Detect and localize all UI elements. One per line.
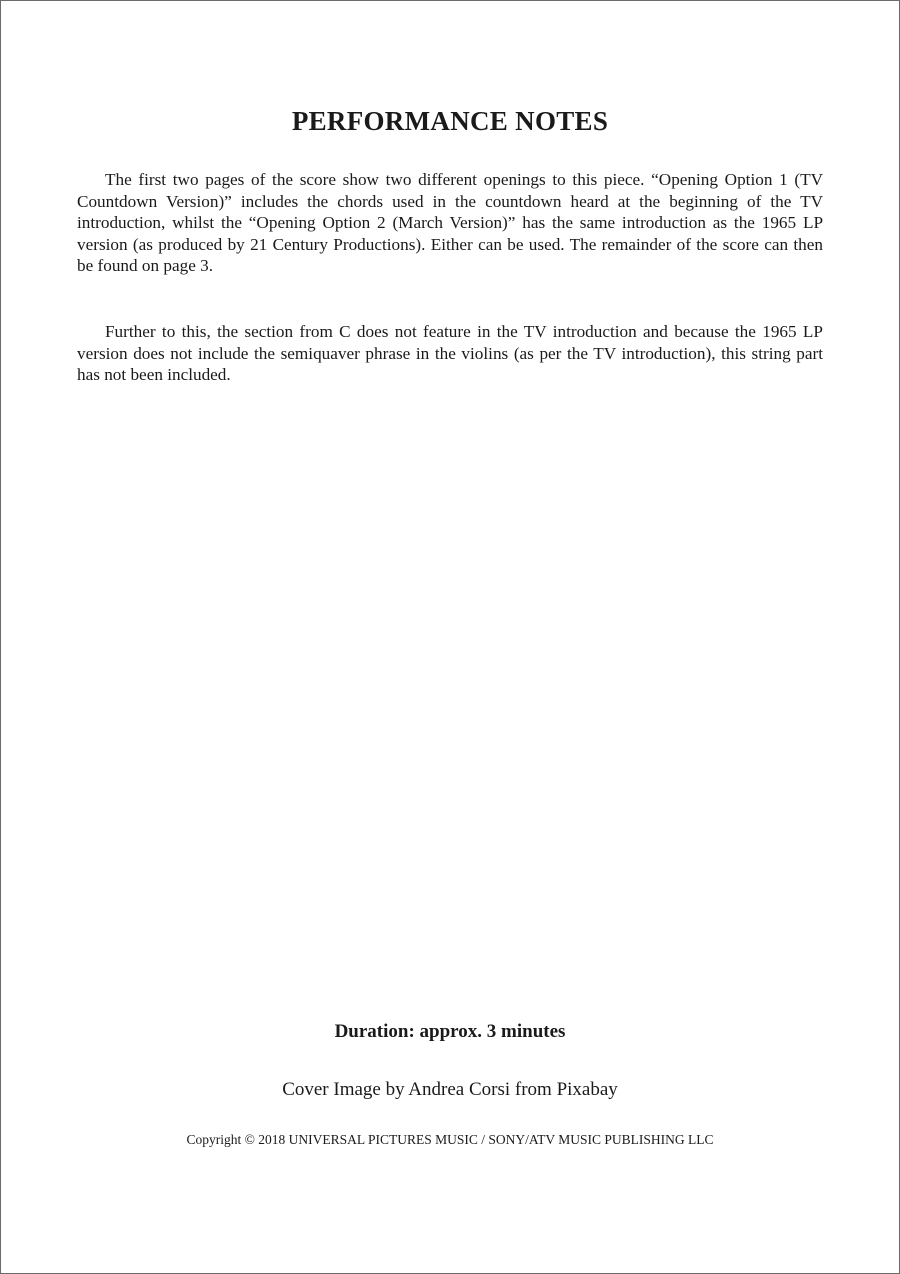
copyright-notice: Copyright © 2018 UNIVERSAL PICTURES MUSIC / SONY/ATV MUSIC PUBLISHING LLC bbox=[186, 1132, 714, 1147]
notes-paragraph-1: The first two pages of the score show two different openings to this piece. “Opening Option 1 (TV Countdown Version)” includes the chords used in the countdown heard at the beginning of the TV introduction, whilst the “Opening Option 2 (March Version)” has the same introduction as the 1965 LP version (as produced by 21 Century Productions). Either can be used. The remainder of the score can then be found on page 3. bbox=[77, 170, 823, 275]
notes-paragraph-2: Further to this, the section from C does not feature in the TV introduction and because the 1965 LP version does not include the semiquaver phrase in the violins (as per the TV introduction), this string part has not been included. bbox=[77, 322, 823, 384]
page-title: PERFORMANCE NOTES bbox=[291, 106, 609, 136]
duration-label: Duration: approx. 3 minutes bbox=[334, 1021, 566, 1042]
cover-image-credit: Cover Image by Andrea Corsi from Pixabay bbox=[282, 1079, 618, 1100]
